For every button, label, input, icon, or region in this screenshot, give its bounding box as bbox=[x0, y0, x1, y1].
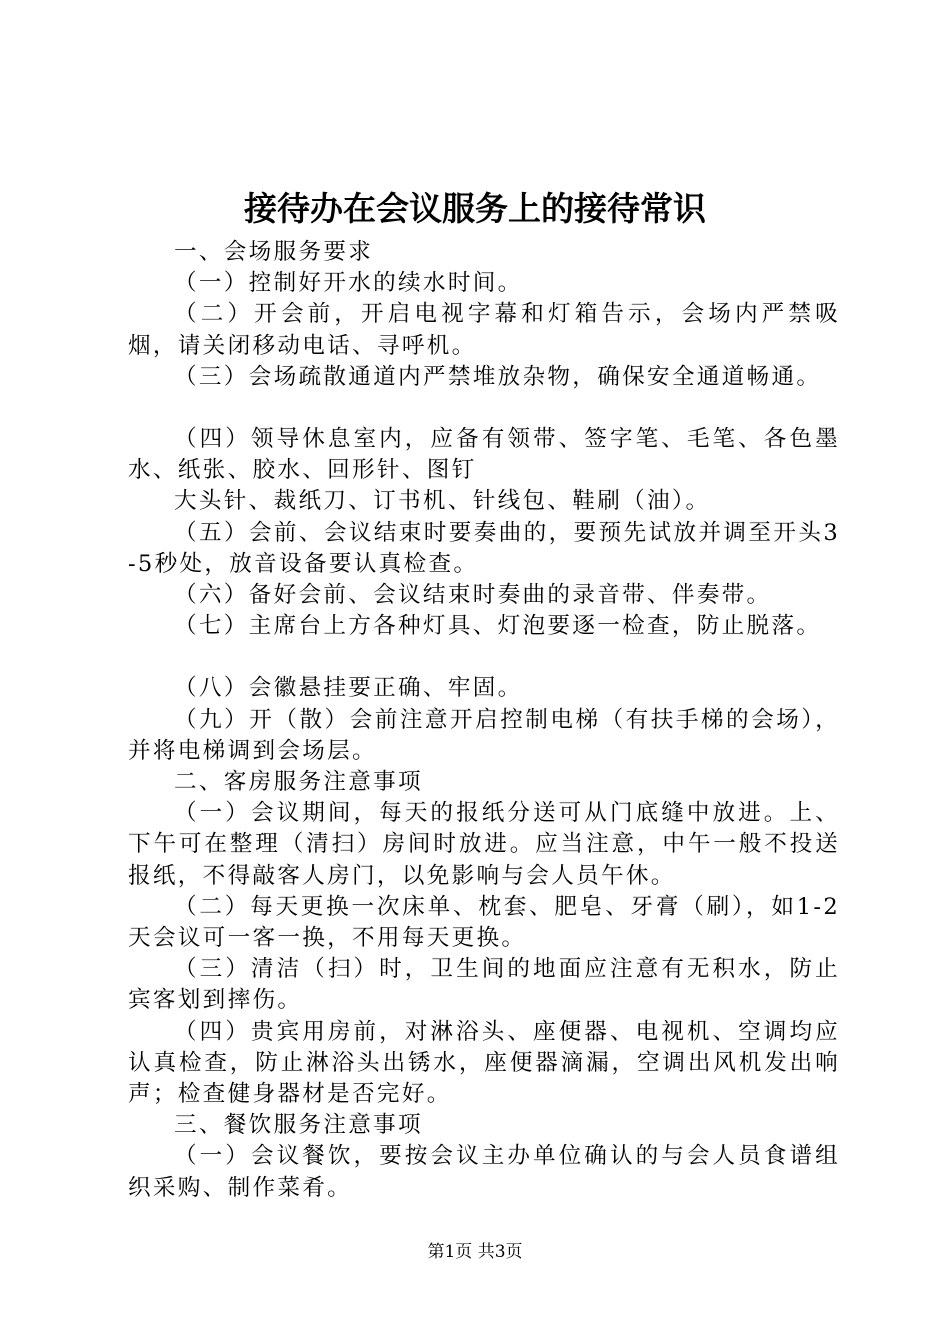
paragraph: （三）会场疏散通道内严禁堆放杂物，确保安全通道畅通。 bbox=[174, 363, 822, 390]
blank-line bbox=[128, 642, 840, 673]
paragraph: （二）每天更换一次床单、枕套、肥皂、牙膏（刷），如1-2天会议可一客一换，不用每天更换。 bbox=[128, 893, 840, 952]
paragraph: （二）开会前，开启电视字幕和灯箱告示，会场内严禁吸烟，请关闭移动电话、寻呼机。 bbox=[128, 301, 840, 359]
section-heading: 三、餐饮服务注意事项 bbox=[174, 1112, 423, 1139]
paragraph: （四）贵宾用房前，对淋浴头、座便器、电视机、空调均应认真检查，防止淋浴头出锈水，座便器滴漏，空调出风机发出响声；检查健身器材是否完好。 bbox=[128, 1018, 840, 1108]
paragraph: （一）控制好开水的续水时间。 bbox=[174, 270, 523, 297]
section-heading: 二、客房服务注意事项 bbox=[174, 769, 423, 796]
paragraph: （四）领导休息室内，应备有领带、签字笔、毛笔、各色墨水、纸张、胶水、回形针、图钉 bbox=[128, 426, 840, 484]
paragraph: （七）主席台上方各种灯具、灯泡要逐一检查，防止脱落。 bbox=[174, 613, 822, 640]
blank-line bbox=[128, 393, 840, 424]
paragraph: （三）清洁（扫）时，卫生间的地面应注意有无积水，防止宾客划到摔伤。 bbox=[128, 956, 840, 1014]
section-heading: 一、会场服务要求 bbox=[174, 239, 374, 265]
paragraph: （一）会议餐饮，要按会议主办单位确认的与会人员食谱组织采购、制作菜肴。 bbox=[128, 1143, 840, 1201]
document-title: 接待办在会议服务上的接待常识 bbox=[244, 189, 706, 228]
page-footer: 第1页 共3页 bbox=[427, 1242, 523, 1262]
paragraph: （一）会议期间，每天的报纸分送可从门底缝中放进。上、下午可在整理（清扫）房间时放进。应当注意，中午一般不投送报纸，不得敲客人房门，以免影响与会人员午休。 bbox=[128, 800, 840, 889]
paragraph: （八）会徽悬挂要正确、牢固。 bbox=[174, 675, 523, 702]
paragraph: （五）会前、会议结束时要奏曲的，要预先试放并调至开头3-5秒处，放音设备要认真检查。 bbox=[128, 519, 840, 577]
document-body bbox=[128, 237, 840, 1204]
paragraph: （九）开（散）会前注意开启控制电梯（有扶手梯的会场），并将电梯调到会场层。 bbox=[128, 706, 840, 764]
paragraph: （六）备好会前、会议结束时奏曲的录音带、伴奏带。 bbox=[174, 582, 772, 609]
paragraph: 大头针、裁纸刀、订书机、针线包、鞋刷（油）。 bbox=[174, 488, 711, 515]
